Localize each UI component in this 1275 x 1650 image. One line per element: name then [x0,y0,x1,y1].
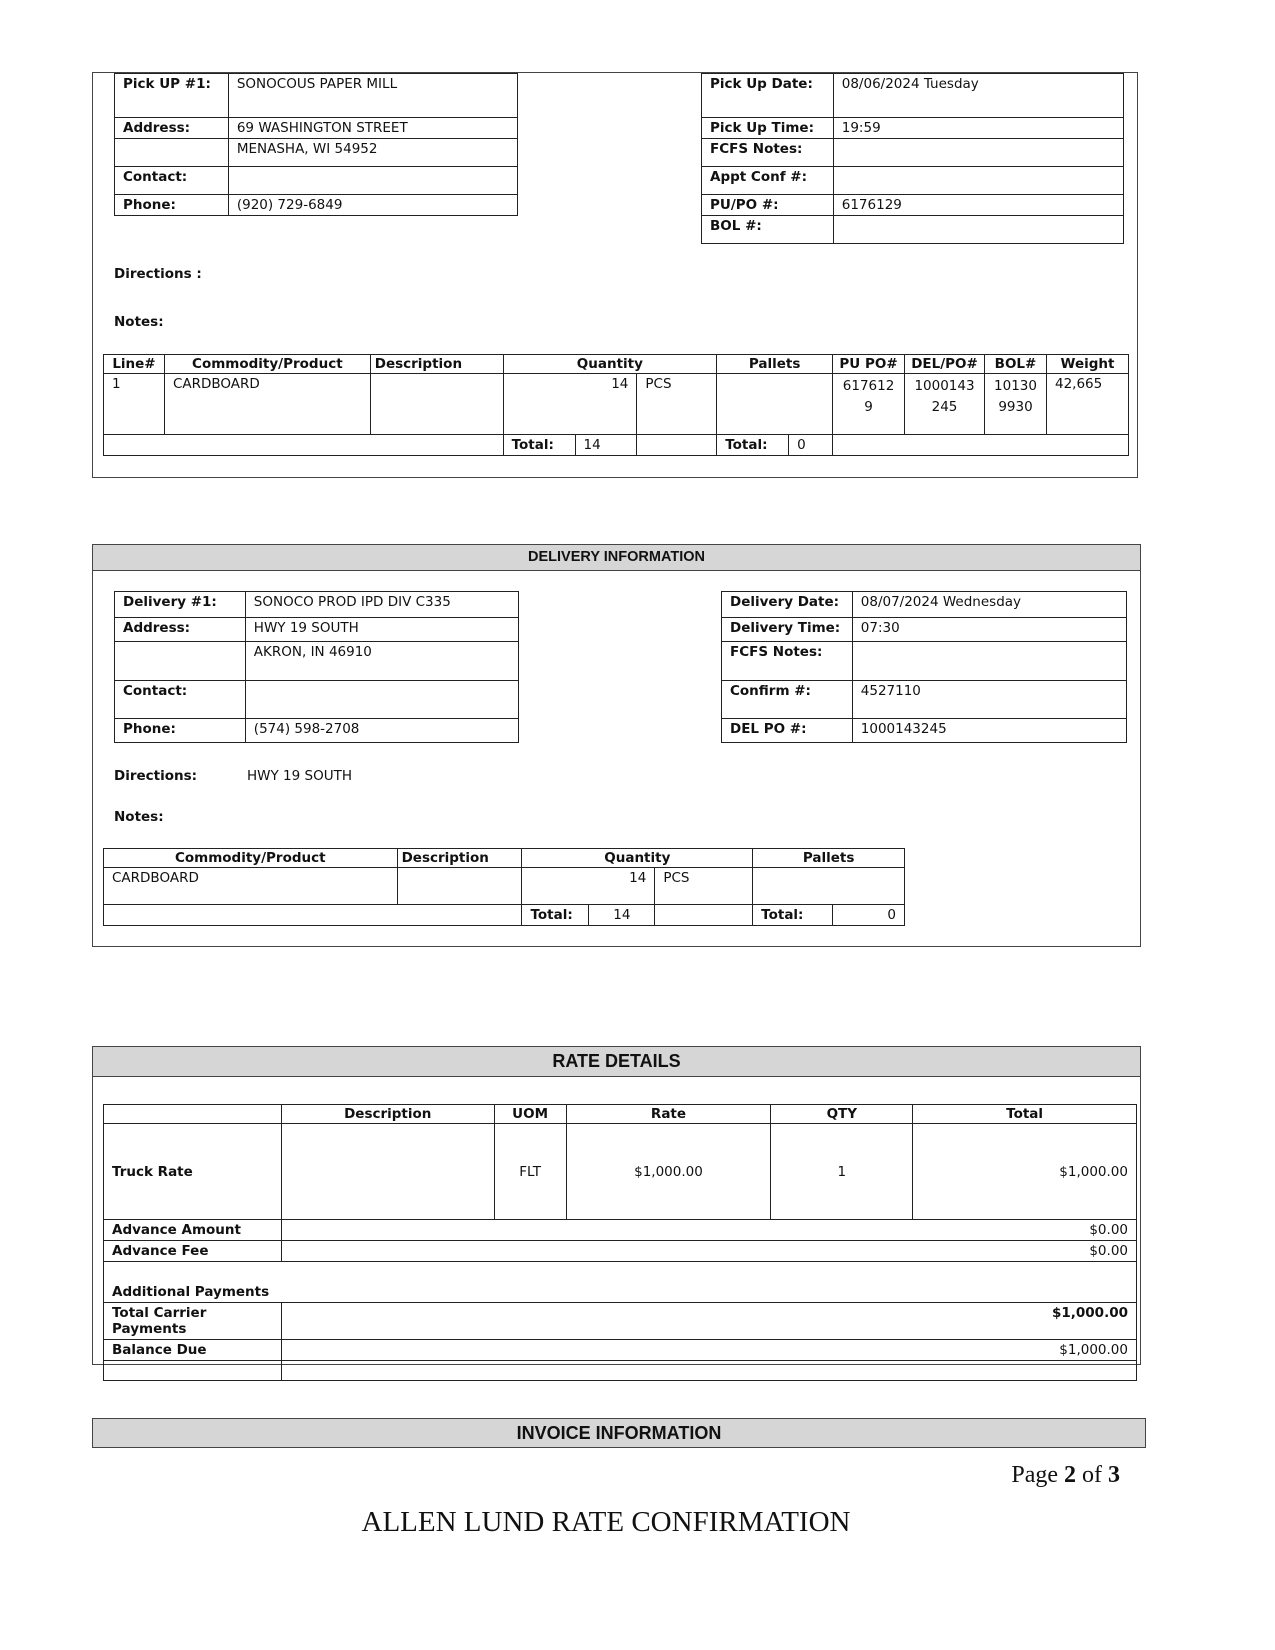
pickup-time-label: Pick Up Time: [702,118,834,139]
delivery-delpo: 1000143245 [852,719,1126,743]
pickup-phone-label: Phone: [115,195,229,216]
del-qty-total: 14 [589,905,655,926]
pickup-contact [228,167,517,195]
row-qty: 14 [503,374,637,435]
table-row [104,374,1129,435]
col-del-po: DEL/PO# [905,355,985,374]
qty-total-label: Total: [503,435,575,456]
pickup-bol-label: BOL #: [702,216,834,244]
delivery-info-table [114,591,519,743]
pickup-time: 19:59 [833,118,1123,139]
del-pallets-total-label: Total: [753,905,833,926]
delivery-directions-label: Directions: [114,768,198,784]
balance-due-label: Balance Due [104,1340,282,1361]
rate-col-rate: Rate [566,1105,771,1124]
col-weight: Weight [1047,355,1129,374]
pickup-info-table [114,73,518,216]
truck-rate-uom: FLT [494,1124,566,1220]
rate-col-qty: QTY [771,1105,913,1124]
delivery-schedule-table [721,591,1127,743]
rate-col-total: Total [913,1105,1137,1124]
truck-rate-label: Truck Rate [104,1124,282,1220]
row-del-po: 1000143 245 [905,374,985,435]
row-bol: 10130 9930 [985,374,1047,435]
pickup-date-label: Pick Up Date: [702,74,834,118]
advance-fee-value: $0.00 [281,1241,1136,1262]
delivery-confirm-label: Confirm #: [722,681,853,719]
del-row-qty: 14 [522,868,655,905]
truck-rate-total: $1,000.00 [913,1124,1137,1220]
del-pallets-total: 0 [833,905,905,926]
delivery-directions: HWY 19 SOUTH [247,768,352,784]
delivery-confirm: 4527110 [852,681,1126,719]
table-row [104,1124,1137,1220]
pickup-pupo-label: PU/PO #: [702,195,834,216]
del-col-pallets: Pallets [753,849,905,868]
pallets-total-label: Total: [717,435,789,456]
row-weight: 42,665 [1047,374,1129,435]
pickup-date: 08/06/2024 Tuesday [833,74,1123,118]
row-line: 1 [104,374,165,435]
delivery-commodity-table [103,848,905,926]
col-pu-po: PU PO# [833,355,905,374]
del-qty-total-label: Total: [522,905,589,926]
pickup-appt-label: Appt Conf #: [702,167,834,195]
delivery-time-label: Delivery Time: [722,618,853,642]
delivery-time: 07:30 [852,618,1126,642]
col-pallets: Pallets [717,355,833,374]
delivery-date-label: Delivery Date: [722,592,853,618]
pickup-directions-label: Directions : [114,266,202,282]
truck-rate-description [281,1124,494,1220]
pickup-name: SONOCOUS PAPER MILL [228,74,517,118]
delivery-address-label: Address: [115,618,246,642]
col-quantity: Quantity [503,355,717,374]
del-col-description: Description [397,849,522,868]
delivery-header: DELIVERY INFORMATION [92,544,1141,571]
pallets-total: 0 [789,435,833,456]
truck-rate-qty: 1 [771,1124,913,1220]
pickup-commodity-table [103,354,1129,456]
qty-total: 14 [575,435,637,456]
total-carrier-label: Total Carrier Payments [104,1303,282,1340]
pickup-phone: (920) 729-6849 [228,195,517,216]
pickup-address2: MENASHA, WI 54952 [228,139,517,167]
pickup-address1: 69 WASHINGTON STREET [228,118,517,139]
del-row-commodity: CARDBOARD [104,868,398,905]
row-unit: PCS [637,374,717,435]
total-carrier-value: $1,000.00 [281,1303,1136,1340]
col-bol: BOL# [985,355,1047,374]
rate-header: RATE DETAILS [92,1046,1141,1077]
col-description: Description [370,355,503,374]
document-title: ALLEN LUND RATE CONFIRMATION [361,1506,851,1538]
balance-due-value: $1,000.00 [281,1340,1136,1361]
pickup-contact-label: Contact: [115,167,229,195]
page-number: Page 2 of 3 [1011,1462,1120,1488]
del-row-pallets [753,868,905,905]
delivery-date: 08/07/2024 Wednesday [852,592,1126,618]
pickup-bol [833,216,1123,244]
row-pu-po: 617612 9 [833,374,905,435]
delivery-address1: HWY 19 SOUTH [245,618,518,642]
pickup-pupo: 6176129 [833,195,1123,216]
delivery-phone: (574) 598-2708 [245,719,518,743]
truck-rate-rate: $1,000.00 [566,1124,771,1220]
advance-amount-label: Advance Amount [104,1220,282,1241]
delivery-contact-label: Contact: [115,681,246,719]
del-row-unit: PCS [655,868,753,905]
del-col-quantity: Quantity [522,849,753,868]
delivery-fcfs-label: FCFS Notes: [722,642,853,681]
pickup-label: Pick UP #1: [115,74,229,118]
advance-fee-label: Advance Fee [104,1241,282,1262]
delivery-delpo-label: DEL PO #: [722,719,853,743]
delivery-label: Delivery #1: [115,592,246,618]
del-col-commodity: Commodity/Product [104,849,398,868]
rate-col-uom: UOM [494,1105,566,1124]
delivery-phone-label: Phone: [115,719,246,743]
invoice-header: INVOICE INFORMATION [92,1418,1146,1448]
row-description [370,374,503,435]
row-commodity: CARDBOARD [164,374,370,435]
col-commodity: Commodity/Product [164,355,370,374]
col-line: Line# [104,355,165,374]
table-row [104,868,905,905]
pickup-fcfs-label: FCFS Notes: [702,139,834,167]
pickup-notes-label: Notes: [114,314,164,330]
pickup-schedule-table [701,73,1124,244]
delivery-address2: AKRON, IN 46910 [245,642,518,681]
pickup-address-label: Address: [115,118,229,139]
delivery-contact [245,681,518,719]
pickup-fcfs [833,139,1123,167]
rate-table [103,1104,1137,1381]
pickup-appt [833,167,1123,195]
row-pallets [717,374,833,435]
delivery-name: SONOCO PROD IPD DIV C335 [245,592,518,618]
delivery-notes-label: Notes: [114,809,164,825]
rate-col-description: Description [281,1105,494,1124]
additional-payments-label: Additional Payments [104,1262,1137,1303]
delivery-fcfs [852,642,1126,681]
advance-amount-value: $0.00 [281,1220,1136,1241]
del-row-description [397,868,522,905]
